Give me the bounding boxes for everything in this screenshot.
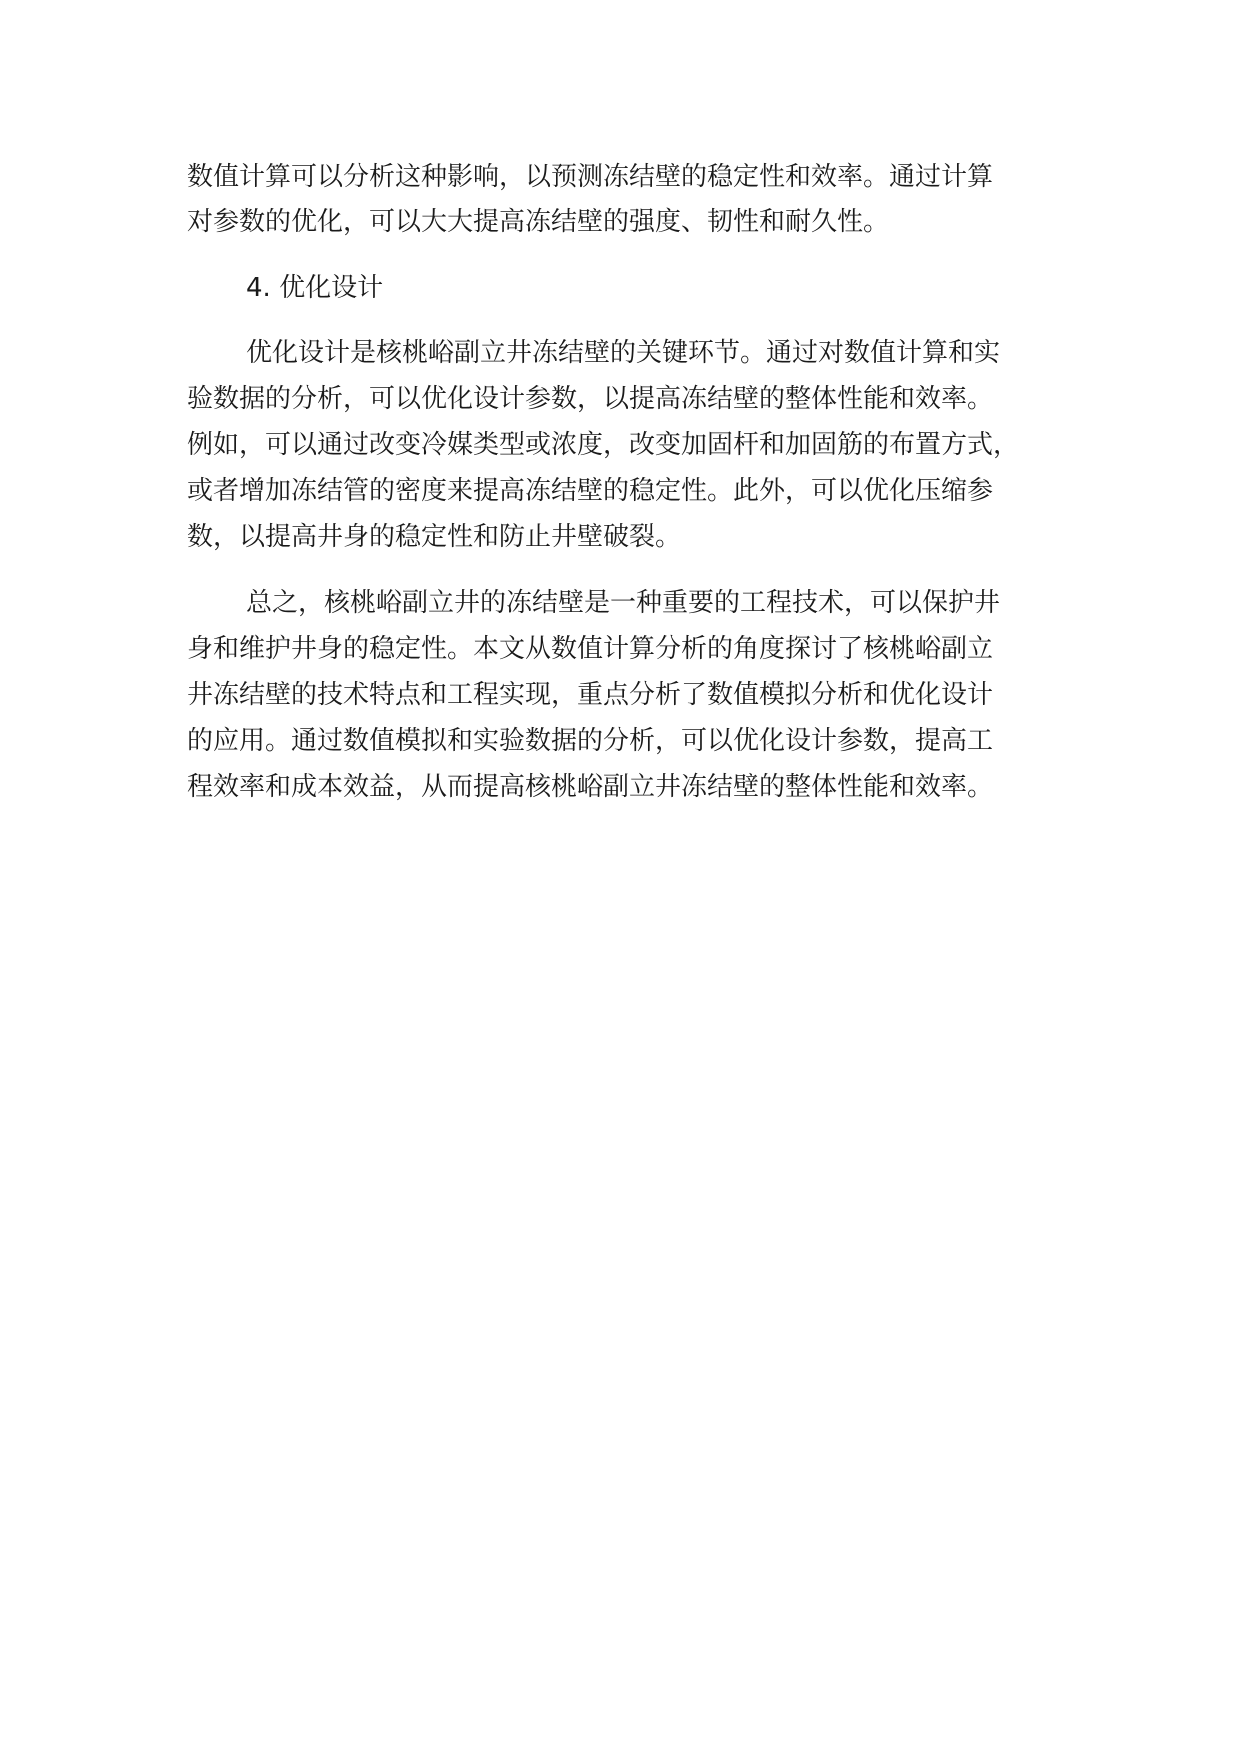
paragraph-3-line-4: 的应用。通过数值模拟和实验数据的分析，可以优化设计参数，提高工 <box>187 726 994 756</box>
paragraph-2-line-2: 验数据的分析，可以优化设计参数，以提高冻结壁的整体性能和效率。 <box>187 384 994 414</box>
paragraph-2-line-3: 例如，可以通过改变冷媒类型或浓度，改变加固杆和加固筋的布置方式， <box>187 430 1020 460</box>
paragraph-2-line-5: 数，以提高井身的稳定性和防止井壁破裂。 <box>187 522 682 552</box>
section-heading: 4. 优化设计 <box>246 273 384 303</box>
paragraph-3-line-5: 程效率和成本效益，从而提高核桃峪副立井冻结壁的整体性能和效率。 <box>187 772 994 802</box>
paragraph-2-line-4: 或者增加冻结管的密度来提高冻结壁的稳定性。此外，可以优化压缩参 <box>187 476 994 506</box>
paragraph-1-line-2: 对参数的优化，可以大大提高冻结壁的强度、韧性和耐久性。 <box>187 207 890 237</box>
paragraph-1-line-1: 数值计算可以分析这种影响，以预测冻结壁的稳定性和效率。通过计算 <box>187 162 994 192</box>
paragraph-3-line-3: 井冻结壁的技术特点和工程实现，重点分析了数值模拟分析和优化设计 <box>187 680 994 710</box>
paragraph-3-line-2: 身和维护井身的稳定性。本文从数值计算分析的角度探讨了核桃峪副立 <box>187 634 994 664</box>
paragraph-2-line-1: 优化设计是核桃峪副立井冻结壁的关键环节。通过对数值计算和实 <box>246 338 1001 368</box>
paragraph-3-line-1: 总之，核桃峪副立井的冻结壁是一种重要的工程技术，可以保护井 <box>246 588 1001 618</box>
